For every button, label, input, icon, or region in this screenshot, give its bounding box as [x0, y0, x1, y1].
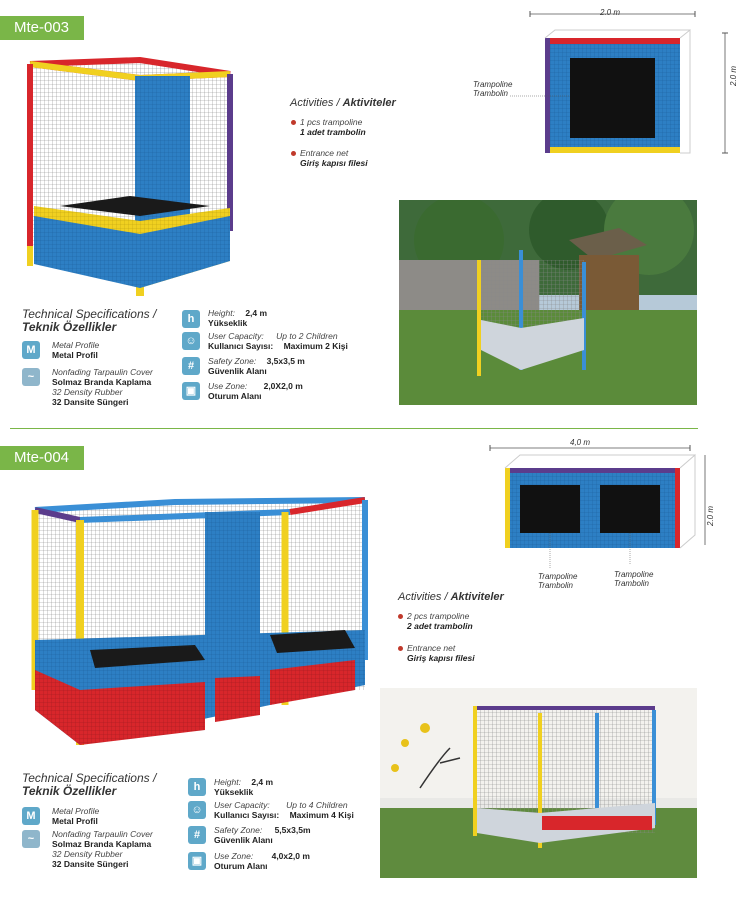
activity-item: [291, 148, 368, 168]
users-icon: ☺: [188, 801, 206, 819]
metal-profile-icon: M: [22, 341, 40, 359]
callout-tr: Trambolin: [614, 579, 649, 588]
spec-label-tr: Güvenlik Alanı: [214, 835, 273, 845]
spec-value: 2,4 m: [245, 308, 268, 318]
trampoline-render-mte004: [15, 490, 380, 755]
bullet-icon: [398, 614, 403, 619]
dimension-width-label: 2.0 m: [600, 8, 621, 17]
spec-label-tr: Oturum Alanı: [214, 861, 268, 871]
spec-title-tr: Teknik Özellikler: [22, 784, 117, 798]
material-en: Metal Profile: [52, 340, 100, 350]
product-code-tag: [0, 16, 84, 40]
dimension-height-label: 2.0 m: [706, 505, 715, 526]
height-icon: h: [188, 778, 206, 796]
material-tr: Metal Profil: [52, 816, 98, 826]
tarpaulin-icon: ~: [22, 368, 40, 386]
material-tr: Metal Profil: [52, 350, 98, 360]
activities-heading-tr: Aktiviteler: [342, 97, 396, 109]
spec-title-en: Technical Specifications /: [22, 307, 157, 321]
spec-row-capacity: [208, 331, 348, 351]
material-tr: Solmaz Branda Kaplama: [52, 377, 152, 387]
use-zone-icon: ▣: [188, 852, 206, 870]
safety-zone-icon: #: [182, 357, 200, 375]
activity-tr: 1 adet trambolin: [300, 127, 366, 137]
trampoline-callout: [538, 572, 577, 590]
use-zone-icon: ▣: [182, 382, 200, 400]
spec-title-tr: Teknik Özellikler: [22, 320, 117, 334]
activity-en: Entrance net: [300, 148, 349, 158]
spec-label-en: Safety Zone:: [214, 825, 263, 835]
spec-title: [22, 772, 156, 798]
spec-label-en: Height:: [214, 777, 241, 787]
product-photo-mte003: [399, 200, 697, 405]
material-en: 32 Density Rubber: [52, 849, 123, 859]
material-item: [52, 367, 153, 407]
tarpaulin-icon: ~: [22, 830, 40, 848]
spec-label-tr: Kullanıcı Sayısı:: [214, 810, 280, 820]
material-tr: 32 Dansite Süngeri: [52, 397, 129, 407]
spec-row-safety: [214, 825, 311, 845]
dimension-height-label: 2.0 m: [729, 65, 738, 86]
activities-heading-en: Activities /: [398, 591, 451, 603]
spec-value: 5,5x3,5m: [274, 825, 311, 835]
callout-tr: Trambolin: [473, 89, 508, 98]
material-tr: Solmaz Branda Kaplama: [52, 839, 152, 849]
material-item: [52, 340, 99, 360]
activities-heading: [290, 97, 396, 109]
spec-value: 2,4 m: [251, 777, 274, 787]
material-item: [52, 829, 153, 869]
trampoline-callout: [473, 80, 512, 98]
material-item: [52, 806, 99, 826]
spec-value: 2,0X2,0 m: [263, 381, 303, 391]
spec-label-tr: Kullanıcı Sayısı:: [208, 341, 274, 351]
spec-label-tr: Yükseklik: [214, 787, 254, 797]
callout-en: Trampoline: [614, 570, 654, 579]
metal-profile-icon: M: [22, 807, 40, 825]
spec-label-en: User Capacity:: [208, 331, 264, 341]
spec-label-en: Height:: [208, 308, 235, 318]
product-code-tag: [0, 446, 84, 470]
activities-heading: [398, 591, 504, 603]
material-en: Metal Profile: [52, 806, 100, 816]
spec-value-en: Up to 4 Children: [286, 800, 348, 810]
section-divider: [10, 428, 698, 429]
height-icon: h: [182, 310, 200, 328]
bullet-icon: [291, 120, 296, 125]
product-code: Mte-003: [14, 19, 70, 36]
product-photo-mte004: [380, 688, 697, 878]
material-en: Nonfading Tarpaulin Cover: [52, 829, 153, 839]
activities-heading-tr: Aktiviteler: [450, 591, 504, 603]
activity-item: [291, 117, 366, 137]
spec-value: Maximum 4 Kişi: [289, 810, 354, 820]
activity-en: Entrance net: [407, 643, 456, 653]
activity-item: [398, 611, 473, 631]
activity-tr: 2 adet trambolin: [407, 621, 473, 631]
spec-row-use: [208, 381, 303, 401]
users-icon: ☺: [182, 332, 200, 350]
spec-value: 3,5x3,5 m: [266, 356, 305, 366]
spec-label-tr: Güvenlik Alanı: [208, 366, 267, 376]
spec-value-en: Up to 2 Children: [276, 331, 338, 341]
activities-heading-en: Activities /: [290, 97, 343, 109]
bullet-icon: [291, 151, 296, 156]
material-en: Nonfading Tarpaulin Cover: [52, 367, 153, 377]
activity-en: 2 pcs trampoline: [407, 611, 470, 621]
spec-row-use: [214, 851, 310, 871]
spec-value: Maximum 2 Kişi: [283, 341, 348, 351]
spec-label-en: User Capacity:: [214, 800, 270, 810]
spec-row-height: [214, 777, 273, 797]
material-en: 32 Density Rubber: [52, 387, 123, 397]
bullet-icon: [398, 646, 403, 651]
spec-label-en: Use Zone:: [214, 851, 254, 861]
spec-title: [22, 308, 156, 334]
spec-label-en: Safety Zone:: [208, 356, 257, 366]
callout-en: Trampoline: [473, 80, 513, 89]
activity-en: 1 pcs trampoline: [300, 117, 363, 127]
trampoline-render-mte003: [20, 56, 250, 301]
spec-title-en: Technical Specifications /: [22, 771, 157, 785]
spec-label-en: Use Zone:: [208, 381, 248, 391]
safety-zone-icon: #: [188, 826, 206, 844]
activity-tr: Giriş kapısı filesi: [300, 158, 368, 168]
callout-en: Trampoline: [538, 572, 578, 581]
product-code: Mte-004: [14, 449, 70, 466]
activity-tr: Giriş kapısı filesi: [407, 653, 475, 663]
trampoline-callout: [614, 570, 653, 588]
spec-row-height: [208, 308, 267, 328]
material-tr: 32 Dansite Süngeri: [52, 859, 129, 869]
spec-label-tr: Oturum Alanı: [208, 391, 262, 401]
callout-tr: Trambolin: [538, 581, 573, 590]
activity-item: [398, 643, 475, 663]
spec-value: 4,0x2,0 m: [271, 851, 310, 861]
dimension-width-label: 4,0 m: [570, 438, 591, 447]
spec-row-safety: [208, 356, 305, 376]
spec-row-capacity: [214, 800, 354, 820]
spec-label-tr: Yükseklik: [208, 318, 248, 328]
